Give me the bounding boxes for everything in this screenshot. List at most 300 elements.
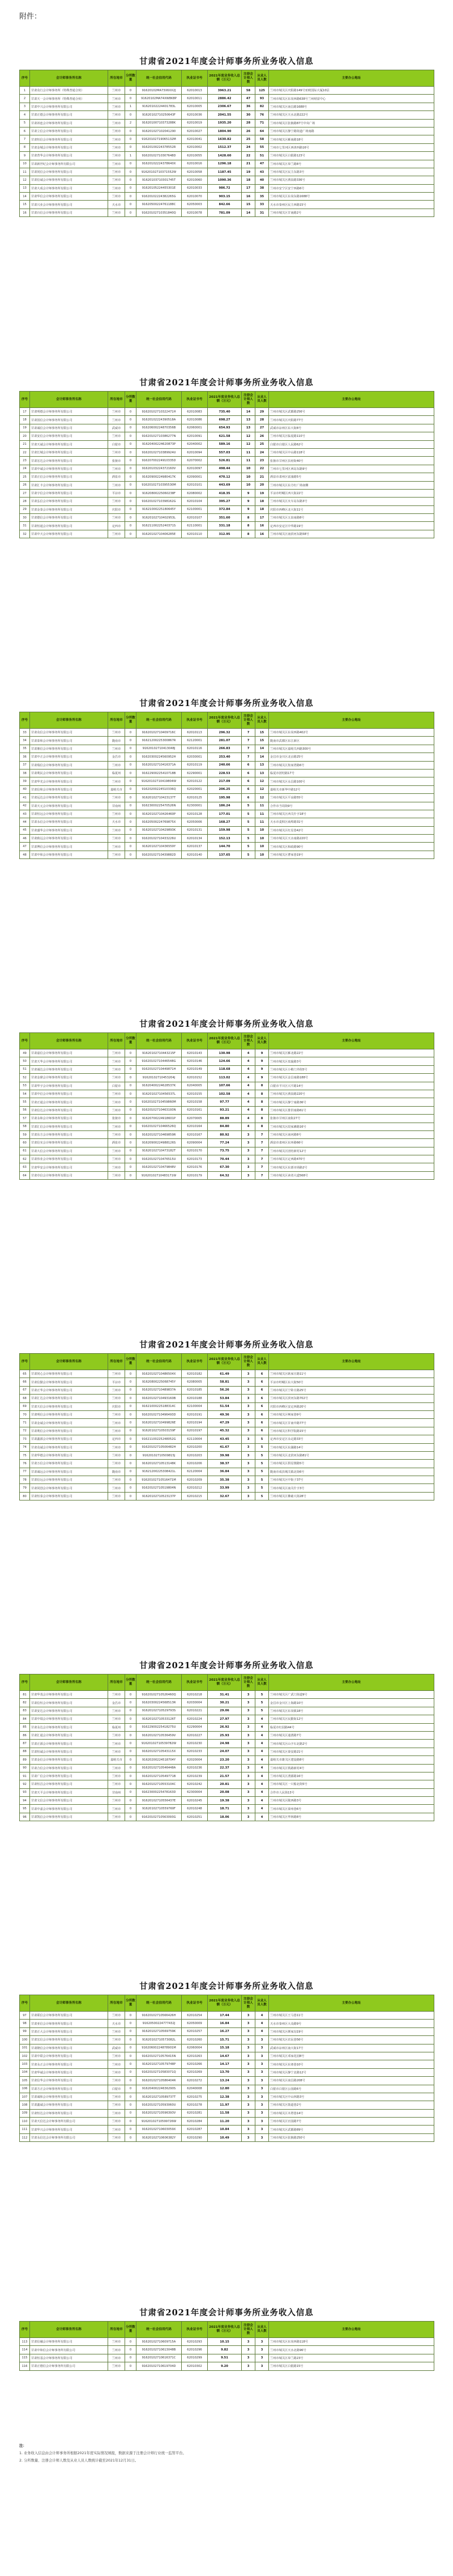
table-row [20,2346,434,2354]
table-cell: 62010097 [182,465,208,473]
table-row [20,802,434,810]
table-cell: 6 [242,785,255,793]
table-cell: 3 [242,2133,255,2141]
table-cell: 3 [242,2060,255,2068]
column-header: 所在地市 [108,1033,125,1049]
table-cell: 91621200225300867R [136,737,182,745]
table-cell: 108 [20,2101,30,2109]
table-cell: 62050009 [182,2020,208,2027]
table-cell: 甘肃金诚会计师事务所有限公司 [30,1419,108,1427]
table-cell: 8 [255,1106,269,1114]
table-row [20,1788,434,1796]
table-cell: 110 [20,2118,30,2126]
table-cell: 3 [242,2338,255,2346]
table-cell: 91620102710439882D [136,851,182,858]
table-cell: 62010278 [182,2101,208,2109]
table-cell: 58 [20,1123,30,1130]
table-row [20,1049,434,1057]
table-cell: 14.67 [208,2052,242,2060]
table-row [20,119,434,127]
table-cell: 甘肃诚远会计师事务所有限公司 [30,1468,108,1476]
table-cell: 47 [242,95,255,103]
table-cell: 5 [20,119,30,127]
table-cell: 32 [20,530,30,538]
table-cell: 12 [242,432,255,440]
table-cell: 甘肃信融会计师事务所有限公司 [30,2338,108,2346]
table-cell: 654.93 [208,424,242,432]
table-row [20,2060,434,2068]
column-header: 序号 [20,2322,30,2338]
table-cell: 4 [242,1057,255,1065]
table-cell: 62010245 [182,1797,208,1805]
table-cell: 40 [20,785,30,793]
table-cell: 62010011 [182,95,208,103]
table-cell: 59 [20,1130,30,1138]
table-header-row [20,1995,434,2012]
table-cell: 兰州市 [108,1707,125,1715]
table-cell: 62030004 [182,1699,208,1707]
table-cell: 8 [255,1115,269,1123]
table-cell: 23.20 [208,1756,242,1764]
table-cell: 62010167 [182,1130,208,1138]
table-cell: 甘南州 [108,1788,125,1796]
table-row [20,826,434,834]
table-cell: 3 [242,1756,255,1764]
table-cell: 62010091 [182,432,208,440]
table-cell: 0 [125,1163,136,1171]
table-cell: 62010078 [182,209,208,216]
attachment-label: 附件： [19,12,42,21]
table-cell: 兰州市城关区嘉峪关西路300号 [269,745,434,753]
table-cell: 3 [242,2077,255,2085]
table-row [20,1123,434,1130]
table-cell: 10 [242,473,255,481]
table-cell: 62070002 [182,457,208,465]
table-cell: 3 [255,2052,269,2060]
table-cell: 91620102710546448A [136,1764,182,1772]
table-cell: 3 [255,2093,269,2101]
column-header: 统一社会信用代码 [136,1674,182,1691]
income-table [19,1032,434,1180]
table-cell: 91620102710443215F [136,1049,182,1057]
table-cell: 兰州市城关区拱星墩路5号 [269,1460,434,1468]
table-cell: 7 [242,737,255,745]
table-cell: 甘肃远达会计师事务所有限公司 [30,794,108,802]
table-cell: 兰州市城关区段家滩路16号 [269,1123,434,1130]
table-cell: 甘肃信远会计师事务所有限公司 [30,1476,108,1484]
section-title: 甘肃省2021年度会计师事务所业务收入信息 [139,378,314,388]
table-cell: 兰州市 [108,2052,125,2060]
table-cell: 91620102719065132M [136,135,182,143]
table-cell: 13 [255,769,269,777]
table-cell: 62010221 [182,1707,208,1715]
table-row [20,1492,434,1500]
table-cell: 91620100224378552R [136,143,182,151]
table-cell: 0 [125,826,136,834]
table-cell: 46 [20,835,30,843]
column-header: 会计师事务所名称 [30,1354,108,1370]
table-cell: 67.30 [208,1163,242,1171]
table-cell: 17.44 [208,2012,242,2020]
table-cell: 11 [255,818,269,826]
table-cell: 兰州市 [108,1163,125,1171]
table-cell: 天水市 [108,201,125,209]
table-cell: 91620102MA74XW8K8P [136,95,182,103]
table-cell: 81 [20,1691,30,1699]
table-cell: 92 [20,1780,30,1788]
table-cell: 0 [125,1731,136,1739]
table-cell: 8 [242,530,255,538]
table-cell: 18.71 [208,1805,242,1813]
table-cell: 0 [125,1772,136,1780]
table-cell: 白银市 [108,1082,125,1090]
table-cell: 兰州市 [108,1451,125,1459]
table-cell: 51.54 [208,1402,242,1410]
table-cell: 62040008 [182,2085,208,2093]
table-cell: 34 [20,737,30,745]
table-cell: 兰州市城关区铁路新村4号 [269,1764,434,1772]
table-cell: 兰州市城关区永昌路100号 [269,777,434,785]
table-cell: 3 [242,2354,255,2362]
table-cell: 兰州市 [108,103,125,110]
table-cell: 甘肃合信会计师事务所有限公司 [30,1764,108,1772]
table-cell: 91620102710613048B [136,2346,182,2354]
table-cell: 兰州市安宁区安宁西路6号 [269,184,434,192]
table-cell: 0 [125,851,136,858]
table-cell: 91620102710499826E [136,1419,182,1427]
table-cell: 62010293 [182,2338,208,2346]
table-cell: 兰州市 [108,1740,125,1748]
table-cell: 35 [20,745,30,753]
table-cell: 甘肃鑫诚会计师事务所有限公司 [30,2101,108,2109]
table-cell: 0 [125,2346,136,2354]
table-cell: 兰州市 [108,184,125,192]
table-cell: 甘肃同信会计师事务所有限公司 [30,168,108,176]
table-cell: 62110004 [182,1435,208,1443]
table-cell: 9.51 [208,2354,242,2362]
table-cell: 64 [20,1171,30,1179]
table-cell: 25 [255,440,269,448]
table-cell: 24.98 [208,1740,242,1748]
table-cell: 兰州市城关区平凉路55号 [269,794,434,802]
table-cell: 91620102710250643F [136,111,182,119]
column-header: 2021年度业务收入总额（万元） [208,392,242,408]
table-row [20,1748,434,1755]
table-cell: 0 [125,2133,136,2141]
table-cell: 91620300224568513R [136,1699,182,1707]
table-cell: 62010269 [182,2068,208,2076]
table-cell: 甘肃恒信会计师事务所有限公司 [30,135,108,143]
table-cell: 842.66 [208,201,242,209]
table-cell: 82 [20,1699,30,1707]
table-cell: 兰州市 [108,135,125,143]
table-cell: 18 [255,505,269,513]
table-cell: 甘肃金泰会计师事务所有限公司 [30,505,108,513]
table-cell: 91620102710536459V [136,1731,182,1739]
table-cell: 甘肃金鼎会计师事务所有限公司 [30,1074,108,1082]
table-cell: 甘肃众诚会计师事务所有限公司 [30,1443,108,1451]
column-header: 注册会计师人数 [242,1033,255,1049]
table-cell: 76 [255,111,269,119]
table-cell: 91620102710466526Q [136,1123,182,1130]
table-cell: 54 [20,1090,30,1098]
column-header: 2021年度业务收入总额（万元） [208,2322,242,2338]
table-cell: 91620102224401783L [136,103,182,110]
table-cell: 0 [125,1378,136,1386]
table-cell: 8 [255,1082,269,1090]
table-cell: 兰州市城关区白银路123号 [269,152,434,160]
table-cell: 4 [255,1788,269,1796]
table-cell: 0 [125,2068,136,2076]
table-cell: 91620102710433226U [136,835,182,843]
table-cell: 3 [20,103,30,110]
table-cell: 甘肃国信会计师事务所有限公司 [30,416,108,424]
table-cell: 0 [125,810,136,818]
table-cell: 91620102710413048J [136,745,182,753]
table-cell: 0 [125,135,136,143]
table-cell: 62010036 [182,111,208,119]
table-row [20,168,434,176]
table-cell: 3 [242,1378,255,1386]
table-cell: 张掖市 [108,457,125,465]
column-header: 会计师事务所名称 [30,2322,108,2338]
table-cell: 兰州市城关区金昌南路188号 [269,1074,434,1082]
table-row [20,1707,434,1715]
table-cell: 0 [125,2020,136,2027]
table-cell: 0 [125,111,136,119]
table-row [20,201,434,209]
table-cell: 5 [255,1476,269,1484]
table-cell: 91620102710506482H [136,1443,182,1451]
table-cell: 62010116 [182,745,208,753]
column-header: 执业证书号 [182,1033,208,1049]
table-cell: 91620103224372160V [136,465,182,473]
table-cell: 91620102710453204J [136,1074,182,1082]
table-cell: 0 [125,408,136,416]
table-cell: 3 [242,2012,255,2020]
table-cell: 6 [255,1378,269,1386]
table-cell: 33 [255,201,269,209]
table-cell: 5 [255,1484,269,1492]
table-cell: 62060001 [182,424,208,432]
table-cell: 0 [125,87,136,95]
table-cell: 130.98 [208,1049,242,1057]
table-cell: 3 [242,2101,255,2109]
table-cell: 98 [20,2020,30,2027]
table-cell: 甘肃鼎信会计师事务所有限公司 [30,745,108,753]
table-cell: 3 [242,2036,255,2044]
table-cell: 84 [20,1715,30,1723]
table-cell: 7 [255,1171,269,1179]
column-header: 会计师事务所名称 [30,392,108,408]
table-cell: 186.24 [208,802,242,810]
table-cell: 62010239 [182,1772,208,1780]
table-cell: 张掖市甘州区县府街40号 [269,457,434,465]
table-cell: 91620102710479848V [136,1163,182,1171]
table-cell: 5 [242,843,255,851]
table-cell: 62010266 [182,2060,208,2068]
income-table [19,70,434,217]
table-cell: 兰州市城关区东湖路14号 [269,1443,434,1451]
table-cell: 兰州市 [108,432,125,440]
table-cell: 331.18 [208,522,242,530]
table-cell: 兰州市城关区王马巷11号 [269,2012,434,2020]
table-cell: 武威市 [108,424,125,432]
table-cell: 甘肃天一会计师事务所（特殊普通合伙） [30,95,108,103]
table-cell: 36 [20,753,30,761]
table-cell: 55 [255,143,269,151]
table-cell: 51 [20,1065,30,1073]
table-row [20,2012,434,2020]
table-row [20,753,434,761]
table-header-row [20,70,434,87]
table-row [20,103,434,110]
table-cell: 0 [125,1049,136,1057]
table-cell: 兰州市 [108,193,125,201]
table-cell: 14 [255,753,269,761]
table-cell: 24 [20,465,30,473]
table-cell: 陇南市武都区东江新区 [269,737,434,745]
table-cell: 0 [125,2338,136,2346]
table-cell: 21 [242,160,255,168]
table-row [20,794,434,802]
table-cell: 0 [125,209,136,216]
table-cell: 甘肃鑫源会计师事务所有限公司 [30,1435,108,1443]
column-header: 所在地市 [108,70,125,87]
table-cell: 兰州市城关区东岗西路402号 [269,729,434,737]
table-cell: 781.09 [208,209,242,216]
table-cell: 8 [255,1123,269,1130]
table-cell: 62010113 [182,729,208,737]
table-row [20,1772,434,1780]
table-cell: 91620102710386277N [136,432,182,440]
table-cell: 70 [20,1410,30,1418]
table-cell: 0 [125,1419,136,1427]
table-cell: 甘肃立信会计师事务所有限公司 [30,127,108,135]
table-cell: 0 [125,416,136,424]
table-row [20,1715,434,1723]
column-header: 从业人员人数 [255,1354,269,1370]
table-cell: 4 [255,2027,269,2035]
table-cell: 91620102710616371C [136,2354,182,2362]
table-cell: 8 [242,522,255,530]
table-cell: 0 [125,1805,136,1813]
column-header: 主要办公地址 [269,1674,434,1691]
table-cell: 3 [242,1707,255,1715]
table-cell: 甘肃正华会计师事务所有限公司 [30,1386,108,1394]
table-cell: 0 [125,481,136,489]
table-cell: 74 [20,1443,30,1451]
table-cell: 0 [125,1427,136,1435]
table-row [20,465,434,473]
table-row [20,2085,434,2093]
table-cell: 3 [242,1139,255,1147]
table-cell: 91620102224378640X [136,160,182,168]
table-cell: 兰州市城关区雁北路22号 [269,1049,434,1057]
table-cell: 109 [20,2109,30,2117]
table-cell: 3 [242,1171,255,1179]
table-cell: 兰州市城关区山字石北路2号 [269,1740,434,1748]
table-cell: 兰州市城关区秦州巷6号 [269,1805,434,1813]
table-cell: 甘肃正源会计师事务所有限公司 [30,1740,108,1748]
table-cell: 91620102710322471H [136,408,182,416]
table-cell: 平凉市 [108,1378,125,1386]
table-cell: 0 [125,143,136,151]
table-cell: 49 [20,1049,30,1057]
table-cell: 甘肃伟业会计师事务所有限公司 [30,1155,108,1163]
table-row [20,1731,434,1739]
table-cell: 兰州市城关区张掖路87号中央广场 [269,119,434,127]
table-cell: 4 [242,1074,255,1082]
table-cell: 4 [255,1780,269,1788]
table-cell: 0 [125,2362,136,2370]
table-cell: 177.01 [208,810,242,818]
table-cell: 62010230 [182,1740,208,1748]
table-cell: 3 [242,1476,255,1484]
table-cell: 62010104 [182,498,208,505]
table-cell: 168.27 [208,818,242,826]
table-cell: 91620102710583071Q [136,2068,182,2076]
table-cell: 3 [242,1435,255,1443]
table-cell: 5 [255,1707,269,1715]
income-table [19,391,434,538]
table-cell: 0 [125,1098,136,1106]
table-cell: 0 [125,1395,136,1402]
table-cell: 白银市白银区公园路6号 [269,2085,434,2093]
table-cell: 66 [20,1378,30,1386]
table-cell: 80 [20,1492,30,1500]
table-cell: 22 [20,448,30,456]
table-cell: 64.32 [208,1171,242,1179]
column-header: 主要办公地址 [269,1995,434,2012]
table-cell: 296.32 [208,729,242,737]
table-row [20,2118,434,2126]
table-row [20,810,434,818]
table-cell: 62010218 [182,1691,208,1699]
table-cell: 3 [255,2060,269,2068]
table-cell: 62030001 [182,753,208,761]
table-cell: 甘肃永达会计师事务所有限公司 [30,1723,108,1731]
table-cell: 5 [242,851,255,858]
table-cell: 6 [242,761,255,769]
table-cell: 62010182 [182,1370,208,1378]
column-header: 序号 [20,392,30,408]
table-cell: 3 [255,2133,269,2141]
table-cell: 115 [20,2354,30,2362]
table-cell: 12.80 [208,2085,242,2093]
table-cell: 91620102710476515U [136,1155,182,1163]
table-cell: 兰州市城关区滨河东路702号 [269,1395,434,1402]
table-cell: 甘肃信诚会计师事务所有限公司 [30,176,108,184]
table-cell: 3 [242,1468,255,1476]
section-title: 甘肃省2021年度会计师事务所业务收入信息 [139,1019,314,1029]
table-row [20,432,434,440]
table-cell: 89 [20,1756,30,1764]
table-cell: 80.92 [208,1130,242,1138]
table-cell: 86 [20,1731,30,1739]
table-cell: 0 [125,1764,136,1772]
table-cell: 3 [242,1715,255,1723]
table-cell: 平凉市崆峒区东大街50号 [269,1378,434,1386]
table-row [20,1460,434,1468]
table-cell: 0 [125,785,136,793]
table-cell: 甘肃利信会计师事务所有限公司 [30,1427,108,1435]
table-row [20,152,434,160]
table-cell: 6 [242,794,255,802]
table-cell: 62010146 [182,1057,208,1065]
table-cell: 62020001 [182,785,208,793]
table-cell: 兰州市城关区甘南中路77号 [269,1419,434,1427]
